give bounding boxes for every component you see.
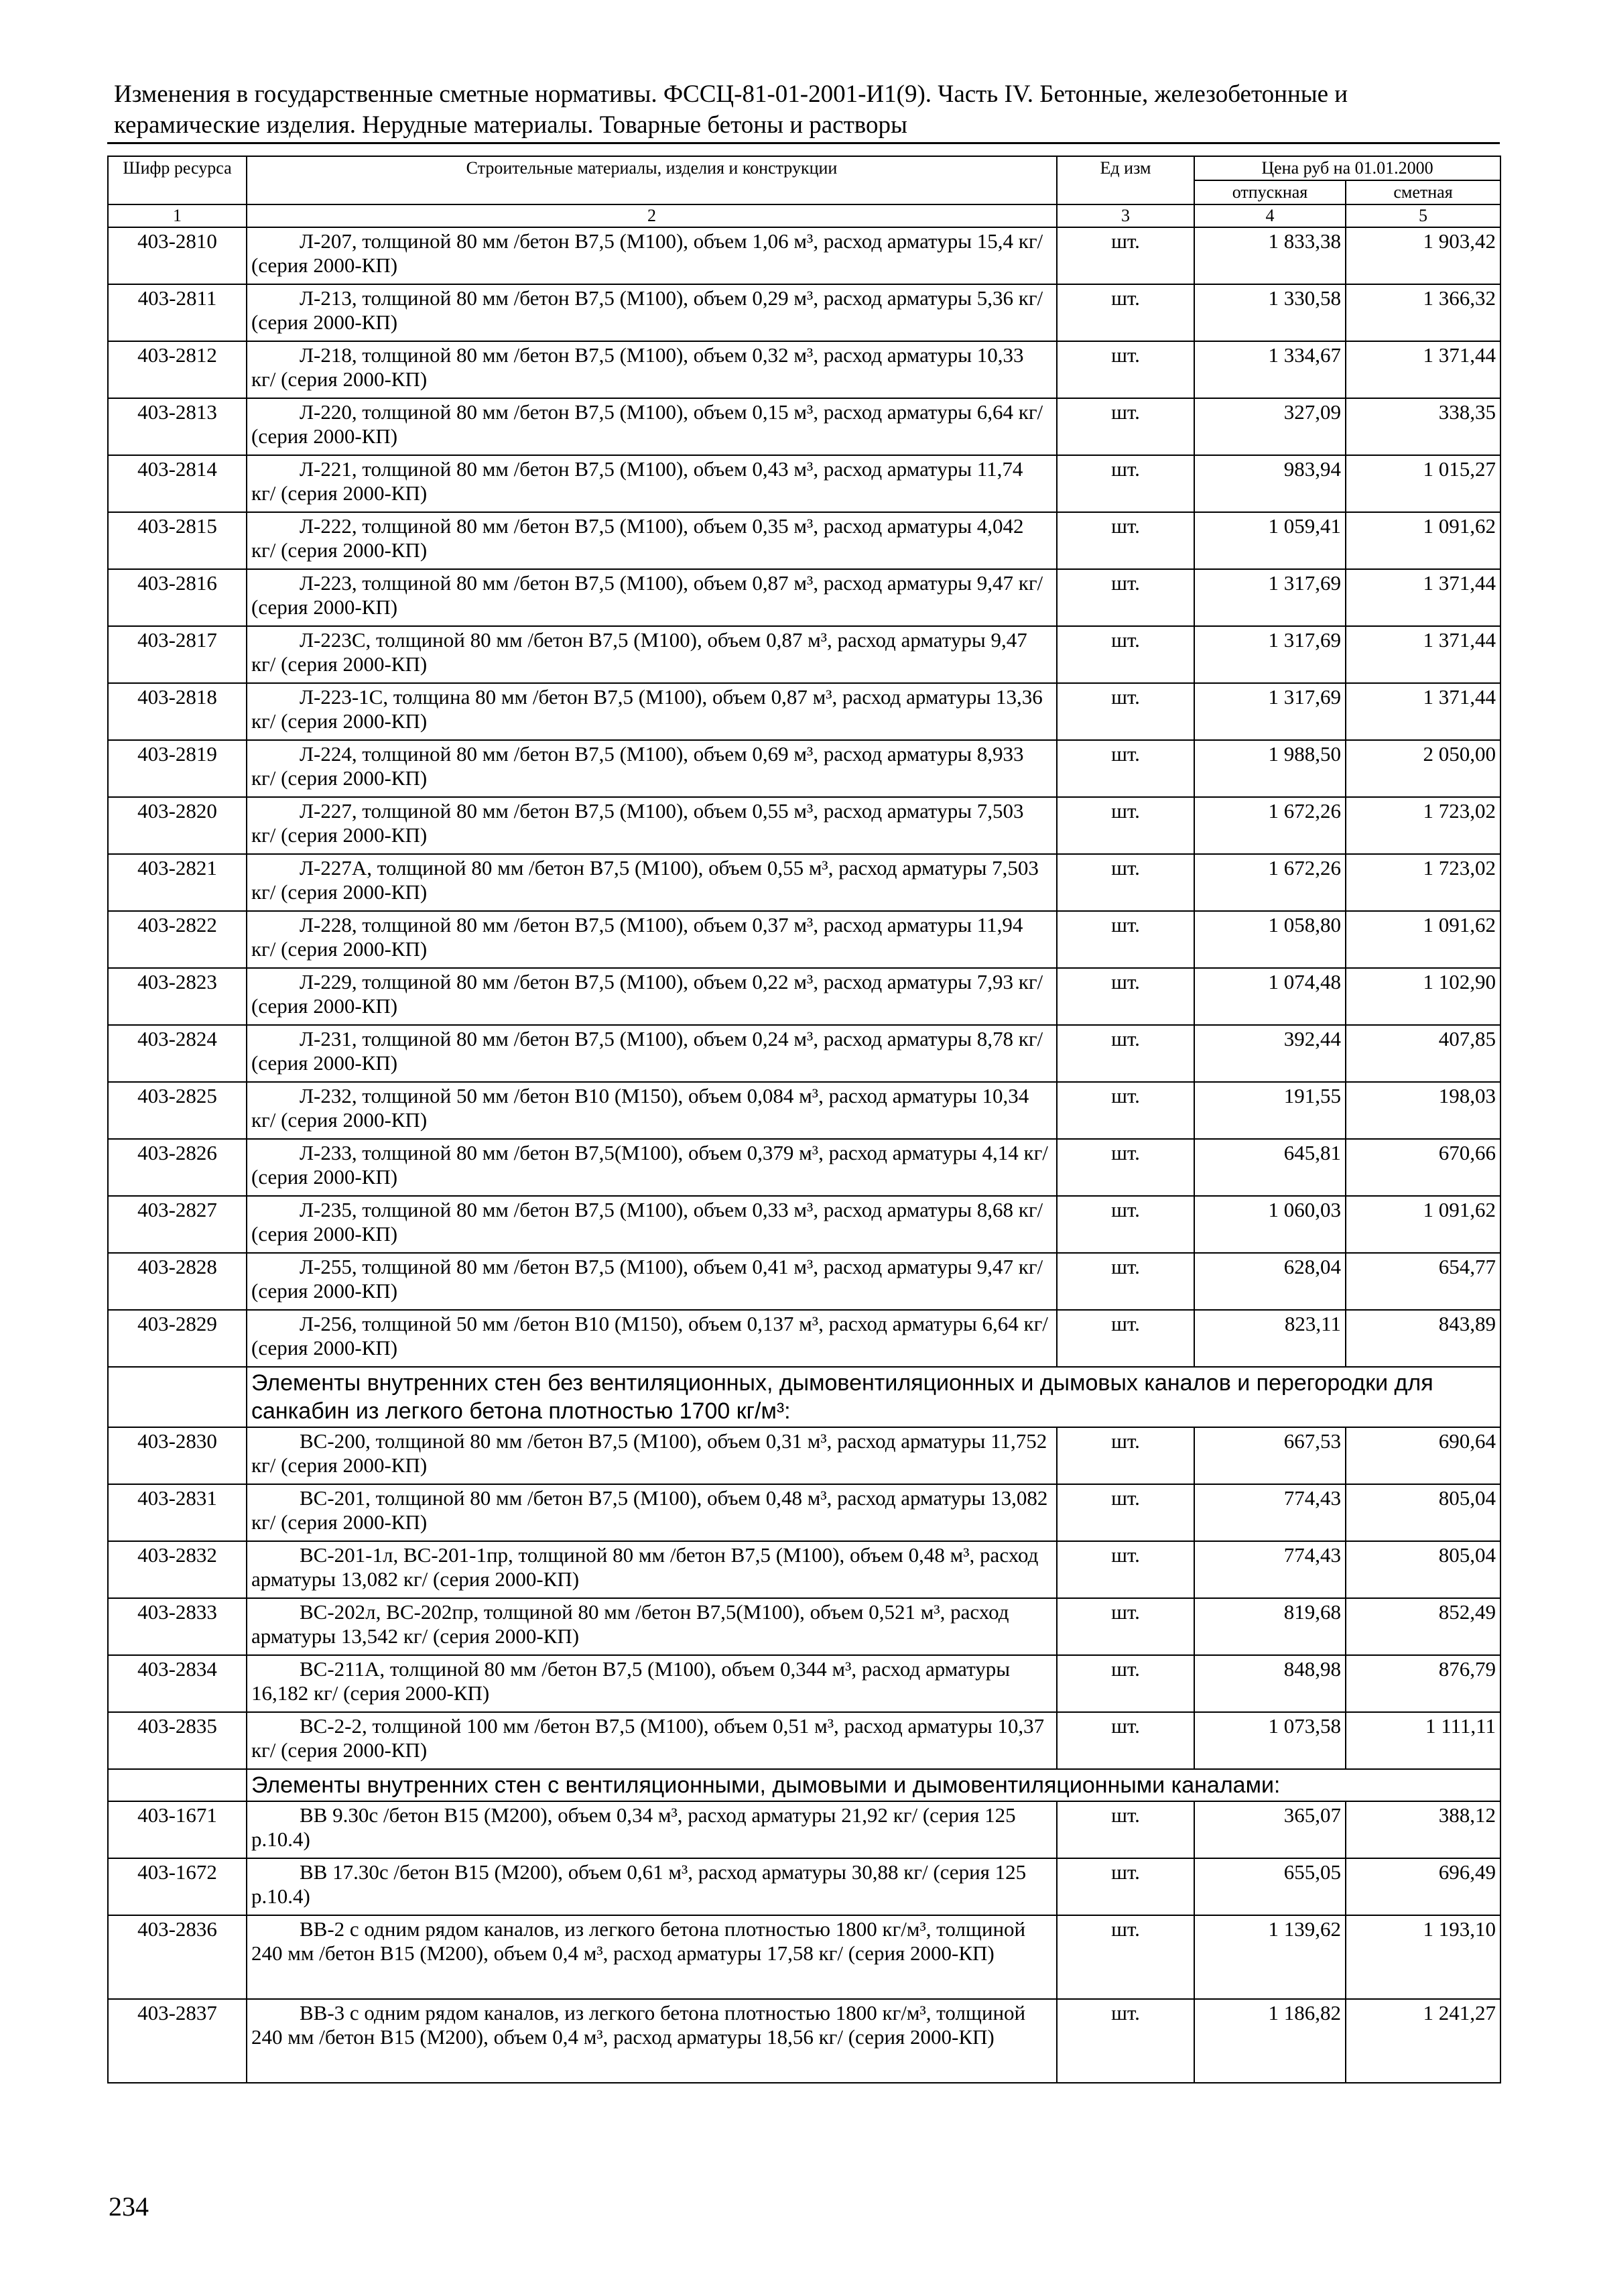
resource-code: 403-2827 bbox=[108, 1196, 247, 1253]
estimate-price: 1 371,44 bbox=[1346, 569, 1500, 626]
table-row bbox=[108, 569, 1500, 626]
estimate-price: 1 371,44 bbox=[1346, 683, 1500, 740]
estimate-price: 198,03 bbox=[1346, 1082, 1500, 1139]
release-price: 667,53 bbox=[1194, 1427, 1346, 1484]
estimate-price: 1 111,11 bbox=[1346, 1712, 1500, 1769]
resource-name: Л-255, толщиной 80 мм /бетон В7,5 (М100), объем 0,41 м³, расход арматуры 9,47 кг/ (серия 2000-КП) bbox=[247, 1253, 1057, 1310]
resource-price-table bbox=[107, 156, 1501, 2083]
table-row bbox=[108, 1139, 1500, 1196]
resource-unit: шт. bbox=[1057, 284, 1194, 341]
release-price: 191,55 bbox=[1194, 1082, 1346, 1139]
resource-name: Л-224, толщиной 80 мм /бетон В7,5 (М100), объем 0,69 м³, расход арматуры 8,933 кг/ (серия 2000-КП) bbox=[247, 740, 1057, 797]
estimate-price: 690,64 bbox=[1346, 1427, 1500, 1484]
estimate-price: 1 102,90 bbox=[1346, 968, 1500, 1025]
resource-unit: шт. bbox=[1057, 512, 1194, 569]
estimate-price: 843,89 bbox=[1346, 1310, 1500, 1367]
release-price: 365,07 bbox=[1194, 1801, 1346, 1858]
table-row bbox=[108, 512, 1500, 569]
resource-unit: шт. bbox=[1057, 1082, 1194, 1139]
table-row bbox=[108, 968, 1500, 1025]
estimate-price: 1 723,02 bbox=[1346, 797, 1500, 854]
resource-unit: шт. bbox=[1057, 854, 1194, 911]
table-row bbox=[108, 398, 1500, 455]
resource-name: ВС-201, толщиной 80 мм /бетон В7,5 (М100), объем 0,48 м³, расход арматуры 13,082 кг/ (серия 2000-КП) bbox=[247, 1484, 1057, 1541]
table-row bbox=[108, 1082, 1500, 1139]
table-row bbox=[108, 1541, 1500, 1598]
resource-code: 403-2823 bbox=[108, 968, 247, 1025]
col-header-price-group: Цена руб на 01.01.2000 bbox=[1194, 156, 1500, 180]
page-number: 234 bbox=[109, 2191, 149, 2222]
resource-name: Л-221, толщиной 80 мм /бетон В7,5 (М100), объем 0,43 м³, расход арматуры 11,74 кг/ (серия 2000-КП) bbox=[247, 455, 1057, 512]
resource-name: ВС-200, толщиной 80 мм /бетон В7,5 (М100), объем 0,31 м³, расход арматуры 11,752 кг/ (серия 2000-КП) bbox=[247, 1427, 1057, 1484]
table-row bbox=[108, 1025, 1500, 1082]
release-price: 392,44 bbox=[1194, 1025, 1346, 1082]
estimate-price: 338,35 bbox=[1346, 398, 1500, 455]
col-number: 3 bbox=[1057, 204, 1194, 227]
release-price: 327,09 bbox=[1194, 398, 1346, 455]
resource-name: Л-235, толщиной 80 мм /бетон В7,5 (М100), объем 0,33 м³, расход арматуры 8,68 кг/ (серия 2000-КП) bbox=[247, 1196, 1057, 1253]
table-row bbox=[108, 1484, 1500, 1541]
col-number: 1 bbox=[108, 204, 247, 227]
release-price: 1 186,82 bbox=[1194, 1999, 1346, 2083]
resource-unit: шт. bbox=[1057, 683, 1194, 740]
section-row bbox=[108, 1367, 1500, 1427]
estimate-price: 1 241,27 bbox=[1346, 1999, 1500, 2083]
table-row bbox=[108, 284, 1500, 341]
section-spacer bbox=[108, 1769, 247, 1801]
resource-unit: шт. bbox=[1057, 1712, 1194, 1769]
estimate-price: 388,12 bbox=[1346, 1801, 1500, 1858]
estimate-price: 1 723,02 bbox=[1346, 854, 1500, 911]
release-price: 823,11 bbox=[1194, 1310, 1346, 1367]
estimate-price: 1 091,62 bbox=[1346, 512, 1500, 569]
estimate-price: 670,66 bbox=[1346, 1139, 1500, 1196]
resource-name: ВВ 9.30с /бетон В15 (М200), объем 0,34 м³, расход арматуры 21,92 кг/ (серия 125 р.10.4) bbox=[247, 1801, 1057, 1858]
resource-unit: шт. bbox=[1057, 1139, 1194, 1196]
resource-name: Л-227, толщиной 80 мм /бетон В7,5 (М100), объем 0,55 м³, расход арматуры 7,503 кг/ (серия 2000-КП) bbox=[247, 797, 1057, 854]
estimate-price: 1 091,62 bbox=[1346, 911, 1500, 968]
resource-code: 403-2825 bbox=[108, 1082, 247, 1139]
resource-unit: шт. bbox=[1057, 1598, 1194, 1655]
resource-name: Л-222, толщиной 80 мм /бетон В7,5 (М100), объем 0,35 м³, расход арматуры 4,042 кг/ (серия 2000-КП) bbox=[247, 512, 1057, 569]
resource-code: 403-2816 bbox=[108, 569, 247, 626]
resource-code: 403-2828 bbox=[108, 1253, 247, 1310]
estimate-price: 852,49 bbox=[1346, 1598, 1500, 1655]
release-price: 1 672,26 bbox=[1194, 854, 1346, 911]
release-price: 1 988,50 bbox=[1194, 740, 1346, 797]
resource-code: 403-1671 bbox=[108, 1801, 247, 1858]
resource-unit: шт. bbox=[1057, 968, 1194, 1025]
resource-name: Л-231, толщиной 80 мм /бетон В7,5 (М100), объем 0,24 м³, расход арматуры 8,78 кг/ (серия 2000-КП) bbox=[247, 1025, 1057, 1082]
resource-unit: шт. bbox=[1057, 626, 1194, 683]
release-price: 1 074,48 bbox=[1194, 968, 1346, 1025]
release-price: 1 317,69 bbox=[1194, 626, 1346, 683]
section-spacer bbox=[108, 1367, 247, 1427]
resource-unit: шт. bbox=[1057, 455, 1194, 512]
estimate-price: 407,85 bbox=[1346, 1025, 1500, 1082]
resource-unit: шт. bbox=[1057, 341, 1194, 398]
release-price: 1 073,58 bbox=[1194, 1712, 1346, 1769]
col-header-code: Шифр ресурса bbox=[108, 156, 247, 204]
resource-name: ВВ-2 с одним рядом каналов, из легкого бетона плотностью 1800 кг/м³, толщиной 240 мм /бетон В15 (М200), объем 0,4 м³, расход арматуры 17,58 кг/ (серия 2000-КП) bbox=[247, 1915, 1057, 1999]
resource-unit: шт. bbox=[1057, 1801, 1194, 1858]
table-row bbox=[108, 1801, 1500, 1858]
resource-name: ВС-211А, толщиной 80 мм /бетон В7,5 (М100), объем 0,344 м³, расход арматуры 16,182 кг/ (серия 2000-КП) bbox=[247, 1655, 1057, 1712]
table-row bbox=[108, 227, 1500, 284]
release-price: 819,68 bbox=[1194, 1598, 1346, 1655]
resource-name: Л-227А, толщиной 80 мм /бетон В7,5 (М100), объем 0,55 м³, расход арматуры 7,503 кг/ (серия 2000-КП) bbox=[247, 854, 1057, 911]
resource-unit: шт. bbox=[1057, 1484, 1194, 1541]
resource-name: Л-223С, толщиной 80 мм /бетон В7,5 (М100), объем 0,87 м³, расход арматуры 9,47 кг/ (серия 2000-КП) bbox=[247, 626, 1057, 683]
table-row bbox=[108, 1598, 1500, 1655]
col-number: 4 bbox=[1194, 204, 1346, 227]
estimate-price: 2 050,00 bbox=[1346, 740, 1500, 797]
resource-unit: шт. bbox=[1057, 398, 1194, 455]
table-row bbox=[108, 911, 1500, 968]
resource-unit: шт. bbox=[1057, 1655, 1194, 1712]
estimate-price: 1 366,32 bbox=[1346, 284, 1500, 341]
estimate-price: 654,77 bbox=[1346, 1253, 1500, 1310]
table-row bbox=[108, 1253, 1500, 1310]
resource-unit: шт. bbox=[1057, 1025, 1194, 1082]
resource-code: 403-2815 bbox=[108, 512, 247, 569]
section-row bbox=[108, 1769, 1500, 1801]
estimate-price: 1 193,10 bbox=[1346, 1915, 1500, 1999]
resource-code: 403-2818 bbox=[108, 683, 247, 740]
resource-code: 403-2832 bbox=[108, 1541, 247, 1598]
resource-code: 403-2822 bbox=[108, 911, 247, 968]
resource-code: 403-2837 bbox=[108, 1999, 247, 2083]
release-price: 774,43 bbox=[1194, 1484, 1346, 1541]
resource-name: Л-233, толщиной 80 мм /бетон В7,5(М100), объем 0,379 м³, расход арматуры 4,14 кг/ (серия 2000-КП) bbox=[247, 1139, 1057, 1196]
estimate-price: 696,49 bbox=[1346, 1858, 1500, 1915]
resource-code: 403-2824 bbox=[108, 1025, 247, 1082]
release-price: 1 317,69 bbox=[1194, 683, 1346, 740]
table-row bbox=[108, 341, 1500, 398]
section-heading: Элементы внутренних стен с вентиляционными, дымовыми и дымовентиляционными каналами: bbox=[247, 1769, 1500, 1801]
resource-unit: шт. bbox=[1057, 740, 1194, 797]
table-row bbox=[108, 1196, 1500, 1253]
resource-name: Л-223-1С, толщина 80 мм /бетон В7,5 (М100), объем 0,87 м³, расход арматуры 13,36 кг/ (серия 2000-КП) bbox=[247, 683, 1057, 740]
resource-code: 403-2826 bbox=[108, 1139, 247, 1196]
table-row bbox=[108, 1655, 1500, 1712]
resource-name: ВС-2-2, толщиной 100 мм /бетон В7,5 (М100), объем 0,51 м³, расход арматуры 10,37 кг/ (серия 2000-КП) bbox=[247, 1712, 1057, 1769]
resource-code: 403-2830 bbox=[108, 1427, 247, 1484]
resource-name: Л-228, толщиной 80 мм /бетон В7,5 (М100), объем 0,37 м³, расход арматуры 11,94 кг/ (серия 2000-КП) bbox=[247, 911, 1057, 968]
resource-name: Л-229, толщиной 80 мм /бетон В7,5 (М100), объем 0,22 м³, расход арматуры 7,93 кг/ (серия 2000-КП) bbox=[247, 968, 1057, 1025]
release-price: 1 058,80 bbox=[1194, 911, 1346, 968]
table-row bbox=[108, 1915, 1500, 1999]
resource-name: Л-207, толщиной 80 мм /бетон В7,5 (М100), объем 1,06 м³, расход арматуры 15,4 кг/ (серия 2000-КП) bbox=[247, 227, 1057, 284]
resource-code: 403-2812 bbox=[108, 341, 247, 398]
resource-unit: шт. bbox=[1057, 1858, 1194, 1915]
resource-code: 403-2820 bbox=[108, 797, 247, 854]
resource-name: Л-232, толщиной 50 мм /бетон В10 (М150), объем 0,084 м³, расход арматуры 10,34 кг/ (серия 2000-КП) bbox=[247, 1082, 1057, 1139]
resource-code: 403-2821 bbox=[108, 854, 247, 911]
table-row bbox=[108, 1712, 1500, 1769]
table-body bbox=[108, 227, 1500, 2083]
resource-unit: шт. bbox=[1057, 1999, 1194, 2083]
resource-name: Л-256, толщиной 50 мм /бетон В10 (М150), объем 0,137 м³, расход арматуры 6,64 кг/ (серия 2000-КП) bbox=[247, 1310, 1057, 1367]
release-price: 1 317,69 bbox=[1194, 569, 1346, 626]
col-number: 2 bbox=[247, 204, 1057, 227]
header-divider bbox=[107, 142, 1500, 144]
resource-unit: шт. bbox=[1057, 1541, 1194, 1598]
release-price: 774,43 bbox=[1194, 1541, 1346, 1598]
estimate-price: 1 371,44 bbox=[1346, 626, 1500, 683]
resource-unit: шт. bbox=[1057, 1427, 1194, 1484]
resource-code: 403-2811 bbox=[108, 284, 247, 341]
release-price: 1 060,03 bbox=[1194, 1196, 1346, 1253]
table-row bbox=[108, 1999, 1500, 2083]
table-row bbox=[108, 1858, 1500, 1915]
release-price: 1 330,58 bbox=[1194, 284, 1346, 341]
resource-code: 403-2819 bbox=[108, 740, 247, 797]
resource-code: 403-2831 bbox=[108, 1484, 247, 1541]
resource-unit: шт. bbox=[1057, 911, 1194, 968]
release-price: 1 139,62 bbox=[1194, 1915, 1346, 1999]
resource-name: ВВ-3 с одним рядом каналов, из легкого бетона плотностью 1800 кг/м³, толщиной 240 мм /бетон В15 (М200), объем 0,4 м³, расход арматуры 18,56 кг/ (серия 2000-КП) bbox=[247, 1999, 1057, 2083]
estimate-price: 1 015,27 bbox=[1346, 455, 1500, 512]
table-row bbox=[108, 626, 1500, 683]
release-price: 1 334,67 bbox=[1194, 341, 1346, 398]
resource-name: Л-220, толщиной 80 мм /бетон В7,5 (М100), объем 0,15 м³, расход арматуры 6,64 кг/ (серия 2000-КП) bbox=[247, 398, 1057, 455]
table-row bbox=[108, 683, 1500, 740]
release-price: 1 833,38 bbox=[1194, 227, 1346, 284]
resource-name: ВС-202л, ВС-202пр, толщиной 80 мм /бетон В7,5(М100), объем 0,521 м³, расход арматуры 13,542 кг/ (серия 2000-КП) bbox=[247, 1598, 1057, 1655]
release-price: 848,98 bbox=[1194, 1655, 1346, 1712]
estimate-price: 805,04 bbox=[1346, 1541, 1500, 1598]
resource-code: 403-2834 bbox=[108, 1655, 247, 1712]
resource-name: Л-218, толщиной 80 мм /бетон В7,5 (М100), объем 0,32 м³, расход арматуры 10,33 кг/ (серия 2000-КП) bbox=[247, 341, 1057, 398]
resource-unit: шт. bbox=[1057, 227, 1194, 284]
resource-code: 403-2833 bbox=[108, 1598, 247, 1655]
resource-code: 403-2810 bbox=[108, 227, 247, 284]
col-header-name: Строительные материалы, изделия и конструкции bbox=[247, 156, 1057, 204]
release-price: 645,81 bbox=[1194, 1139, 1346, 1196]
release-price: 655,05 bbox=[1194, 1858, 1346, 1915]
resource-name: Л-223, толщиной 80 мм /бетон В7,5 (М100), объем 0,87 м³, расход арматуры 9,47 кг/ (серия 2000-КП) bbox=[247, 569, 1057, 626]
resource-code: 403-2813 bbox=[108, 398, 247, 455]
table-row bbox=[108, 1310, 1500, 1367]
col-header-release-price: отпускная bbox=[1194, 180, 1346, 204]
resource-code: 403-2814 bbox=[108, 455, 247, 512]
estimate-price: 1 371,44 bbox=[1346, 341, 1500, 398]
resource-unit: шт. bbox=[1057, 569, 1194, 626]
release-price: 1 059,41 bbox=[1194, 512, 1346, 569]
resource-code: 403-2829 bbox=[108, 1310, 247, 1367]
resource-code: 403-2835 bbox=[108, 1712, 247, 1769]
col-header-unit: Ед изм bbox=[1057, 156, 1194, 204]
table-row bbox=[108, 455, 1500, 512]
resource-code: 403-2836 bbox=[108, 1915, 247, 1999]
table-row bbox=[108, 740, 1500, 797]
release-price: 983,94 bbox=[1194, 455, 1346, 512]
table-row bbox=[108, 1427, 1500, 1484]
resource-unit: шт. bbox=[1057, 1915, 1194, 1999]
resource-name: ВВ 17.30с /бетон В15 (М200), объем 0,61 м³, расход арматуры 30,88 кг/ (серия 125 р.10.4) bbox=[247, 1858, 1057, 1915]
release-price: 1 672,26 bbox=[1194, 797, 1346, 854]
col-header-estimate-price: сметная bbox=[1346, 180, 1500, 204]
resource-unit: шт. bbox=[1057, 1253, 1194, 1310]
resource-name: Л-213, толщиной 80 мм /бетон В7,5 (М100), объем 0,29 м³, расход арматуры 5,36 кг/ (серия 2000-КП) bbox=[247, 284, 1057, 341]
table-row bbox=[108, 854, 1500, 911]
document-title: Изменения в государственные сметные нормативы. ФССЦ-81-01-2001-И1(9). Часть IV. Бетонные, железобетонные и керамические изделия. Нерудные материалы. Товарные бетоны и растворы bbox=[114, 80, 1348, 139]
estimate-price: 1 091,62 bbox=[1346, 1196, 1500, 1253]
estimate-price: 1 903,42 bbox=[1346, 227, 1500, 284]
estimate-price: 805,04 bbox=[1346, 1484, 1500, 1541]
resource-unit: шт. bbox=[1057, 1310, 1194, 1367]
col-number: 5 bbox=[1346, 204, 1500, 227]
table-row bbox=[108, 797, 1500, 854]
section-heading: Элементы внутренних стен без вентиляционных, дымовентиляционных и дымовых каналов и перегородки для санкабин из легкого бетона плотностью 1700 кг/м³: bbox=[247, 1367, 1500, 1427]
resource-unit: шт. bbox=[1057, 1196, 1194, 1253]
resource-code: 403-1672 bbox=[108, 1858, 247, 1915]
resource-unit: шт. bbox=[1057, 797, 1194, 854]
release-price: 628,04 bbox=[1194, 1253, 1346, 1310]
estimate-price: 876,79 bbox=[1346, 1655, 1500, 1712]
resource-code: 403-2817 bbox=[108, 626, 247, 683]
resource-name: ВС-201-1л, ВС-201-1пр, толщиной 80 мм /бетон В7,5 (М100), объем 0,48 м³, расход арматуры 13,082 кг/ (серия 2000-КП) bbox=[247, 1541, 1057, 1598]
